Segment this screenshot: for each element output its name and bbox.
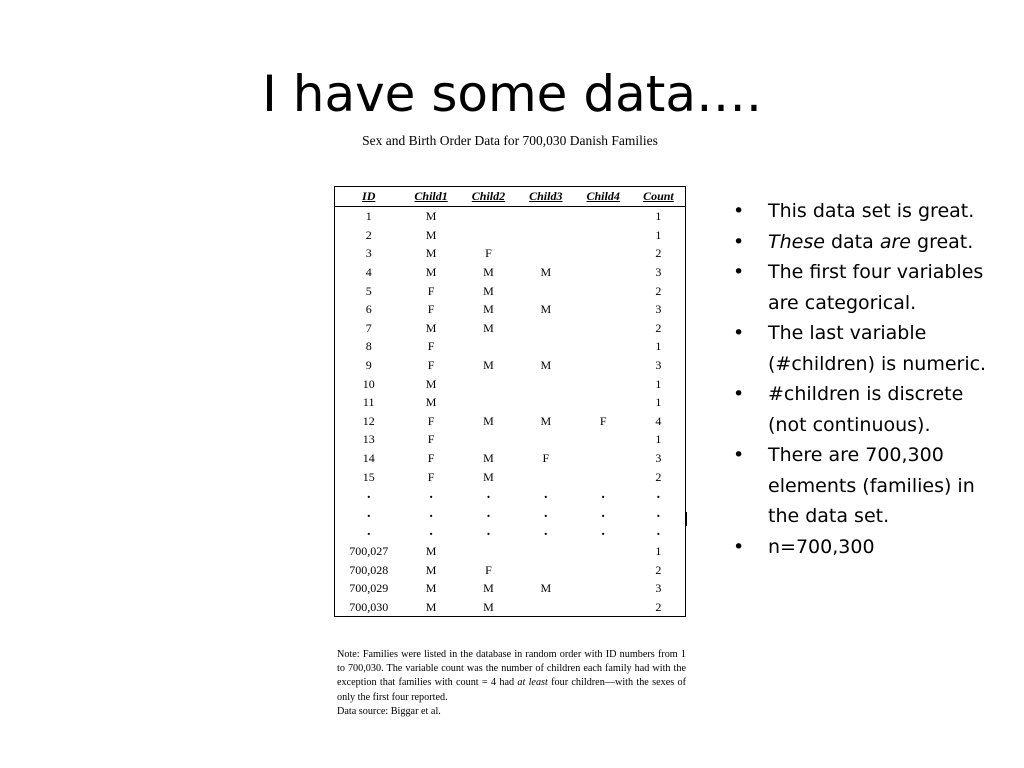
bullet-item bbox=[733, 532, 995, 563]
cell-count: 2 bbox=[655, 599, 662, 614]
note-emphasis: at least bbox=[517, 677, 548, 689]
cell-child1: . bbox=[429, 487, 433, 503]
note-source: Data source: Biggar et al. bbox=[337, 705, 441, 717]
cell-child2: M bbox=[483, 358, 494, 373]
cell-id: 13 bbox=[362, 432, 375, 447]
cell-child3: F bbox=[542, 451, 550, 466]
table-row bbox=[335, 412, 686, 431]
note-text-end: four children—with the sexes of only the first four reported. bbox=[337, 677, 686, 703]
cell-count: 1 bbox=[655, 227, 662, 242]
table-row bbox=[335, 542, 686, 561]
cell-child2 bbox=[460, 337, 517, 356]
note-text: Note: Families were listed in the database in random order with ID numbers from 1 to 700,030. The variable count was the number of children each family had with the exception that families with count = 4 had bbox=[337, 649, 686, 689]
cell-child1: M bbox=[425, 376, 437, 391]
bullet-item bbox=[733, 318, 995, 379]
cell-child2: M bbox=[483, 320, 494, 335]
cell-child3 bbox=[517, 226, 574, 245]
bullet-text: There are 700,300 elements (families) in the data set. bbox=[768, 444, 975, 527]
table-row bbox=[335, 560, 686, 579]
table-row bbox=[335, 281, 686, 300]
cell-count: 1 bbox=[655, 376, 662, 391]
cell-child1: F bbox=[427, 469, 435, 484]
cell-child3 bbox=[517, 430, 574, 449]
cell-child4 bbox=[574, 374, 631, 393]
cell-id: 3 bbox=[365, 246, 372, 261]
cell-child4 bbox=[574, 597, 631, 616]
cell-child4 bbox=[574, 467, 631, 486]
cell-child4: . bbox=[601, 487, 605, 503]
table-row bbox=[335, 300, 686, 319]
cell-count: 2 bbox=[655, 283, 662, 298]
cell-child2: M bbox=[483, 469, 494, 484]
cell-child1: . bbox=[429, 524, 433, 540]
table-row bbox=[335, 505, 686, 524]
cell-child1: M bbox=[425, 320, 437, 335]
col-header-child3 bbox=[517, 187, 574, 207]
col-header-label: Child4 bbox=[586, 189, 620, 203]
cell-count: 2 bbox=[655, 562, 662, 577]
cell-id: 8 bbox=[365, 339, 372, 354]
cell-child2: M bbox=[483, 581, 494, 596]
table-row bbox=[335, 523, 686, 542]
cell-child1: M bbox=[425, 227, 437, 242]
cell-child4 bbox=[574, 207, 631, 226]
cell-child3: M bbox=[540, 358, 552, 373]
cell-child1: F bbox=[427, 358, 435, 373]
cell-count: . bbox=[656, 505, 661, 521]
cell-id: 12 bbox=[362, 413, 375, 428]
cell-child2: F bbox=[485, 562, 492, 577]
col-header-label: Child3 bbox=[529, 189, 563, 203]
cell-child3 bbox=[517, 374, 574, 393]
bullet-text: The last variable (#children) is numeric. bbox=[768, 322, 987, 375]
col-header-label: Child2 bbox=[471, 189, 506, 203]
cell-count: . bbox=[656, 524, 661, 540]
bullet-text: n=700,300 bbox=[768, 535, 875, 558]
cell-child2: . bbox=[486, 524, 491, 540]
cell-count: 3 bbox=[655, 358, 662, 373]
cell-count: 1 bbox=[655, 209, 662, 224]
bullet-item bbox=[733, 227, 995, 258]
bullet-item bbox=[733, 257, 995, 318]
table-row bbox=[335, 467, 686, 486]
data-table bbox=[334, 186, 686, 617]
cell-child1: M bbox=[425, 562, 437, 577]
cell-child4 bbox=[574, 319, 631, 338]
cell-count: 1 bbox=[655, 432, 662, 447]
bullet-text: #children is discrete (not continuous). bbox=[768, 383, 964, 436]
cell-id: . bbox=[366, 505, 371, 521]
cell-count: 1 bbox=[655, 395, 662, 410]
bullet-dot-icon: • bbox=[733, 535, 745, 558]
cell-child1: F bbox=[427, 283, 435, 298]
cell-child1: F bbox=[427, 339, 435, 354]
col-header-label: Count bbox=[643, 189, 674, 203]
table-header-row bbox=[335, 187, 686, 207]
cell-id: 15 bbox=[362, 469, 375, 484]
col-header-count bbox=[632, 187, 686, 207]
bullet-item bbox=[733, 440, 995, 532]
bullet-dot-icon: • bbox=[733, 230, 745, 253]
cell-child4 bbox=[574, 281, 631, 300]
cell-child2: M bbox=[483, 599, 494, 614]
table-row bbox=[335, 430, 686, 449]
bullet-dot-icon: • bbox=[733, 383, 745, 405]
col-header-child4 bbox=[574, 187, 631, 207]
cell-child2: . bbox=[486, 487, 491, 503]
cell-child4 bbox=[574, 263, 631, 282]
table-row bbox=[335, 486, 686, 505]
table-caption: Sex and Birth Order Data for 700,030 Danish Families bbox=[362, 133, 658, 148]
cell-child3 bbox=[517, 244, 574, 263]
cell-child4 bbox=[574, 560, 631, 579]
cell-child3 bbox=[517, 337, 574, 356]
table-row bbox=[335, 207, 686, 226]
cell-count: 3 bbox=[655, 265, 662, 280]
cell-child3 bbox=[517, 393, 574, 412]
cell-child4 bbox=[574, 579, 631, 598]
cell-child4 bbox=[574, 393, 631, 412]
cell-child2: M bbox=[483, 302, 494, 317]
col-header-child1 bbox=[402, 187, 459, 207]
cell-child3: M bbox=[540, 302, 552, 317]
cell-child4: . bbox=[601, 524, 605, 540]
cell-count: 1 bbox=[655, 339, 662, 354]
cell-child4 bbox=[574, 244, 631, 263]
table-row bbox=[335, 319, 686, 338]
bullet-text: This data set is great. bbox=[768, 200, 975, 222]
cell-child2: . bbox=[486, 505, 491, 521]
bullet-emphasis: are bbox=[879, 230, 911, 253]
cell-count: 2 bbox=[655, 246, 662, 261]
table-row bbox=[335, 449, 686, 468]
cell-id: 9 bbox=[365, 358, 372, 373]
bullet-item bbox=[733, 379, 995, 440]
cell-child1: M bbox=[425, 581, 437, 596]
cell-child2 bbox=[460, 542, 517, 561]
cell-count: 3 bbox=[655, 451, 662, 466]
cell-child4 bbox=[574, 337, 631, 356]
cell-child1: . bbox=[429, 505, 433, 521]
cell-child2: M bbox=[483, 413, 494, 428]
cell-count: 1 bbox=[655, 543, 662, 558]
table-row bbox=[335, 244, 686, 263]
cell-child2 bbox=[460, 207, 517, 226]
cell-child2: M bbox=[483, 283, 494, 298]
bullet-list bbox=[733, 196, 995, 562]
cell-child3: M bbox=[540, 581, 552, 596]
cell-child3: M bbox=[540, 413, 552, 428]
cell-child2: M bbox=[483, 265, 494, 280]
cell-child2 bbox=[460, 226, 517, 245]
cell-child1: F bbox=[427, 413, 435, 428]
cell-child3 bbox=[517, 207, 574, 226]
cell-id: 5 bbox=[365, 283, 372, 298]
bullet-dot-icon: • bbox=[733, 261, 745, 283]
bullet-text: great. bbox=[910, 230, 974, 253]
cell-child1: F bbox=[427, 451, 435, 466]
cell-child3 bbox=[517, 542, 574, 561]
cell-child2: M bbox=[483, 451, 494, 466]
cell-child2 bbox=[460, 374, 517, 393]
col-header-label: Child1 bbox=[414, 189, 448, 203]
cell-child1: M bbox=[425, 265, 437, 280]
cell-id: 14 bbox=[362, 451, 375, 466]
cell-child4: . bbox=[601, 505, 605, 521]
cell-child3: . bbox=[544, 524, 548, 540]
cell-child4 bbox=[574, 430, 631, 449]
table-row bbox=[335, 226, 686, 245]
bullet-emphasis: These bbox=[768, 230, 825, 253]
cell-count: 2 bbox=[655, 469, 662, 484]
cell-child3: . bbox=[544, 487, 548, 503]
cell-child4 bbox=[574, 300, 631, 319]
bullet-dot-icon: • bbox=[733, 322, 745, 344]
cell-count: 3 bbox=[655, 581, 662, 596]
cell-id: 7 bbox=[365, 320, 372, 335]
cell-count: 3 bbox=[655, 302, 662, 317]
cell-child1: M bbox=[425, 209, 437, 224]
col-header-id bbox=[335, 187, 403, 207]
cell-child1: M bbox=[425, 543, 437, 558]
cell-child1: F bbox=[427, 302, 435, 317]
table-row bbox=[335, 337, 686, 356]
slide-title: I have some data…. bbox=[262, 65, 762, 123]
bullet-dot-icon: • bbox=[733, 200, 745, 222]
cell-count: . bbox=[656, 487, 661, 503]
cell-id: 2 bbox=[365, 227, 372, 242]
cell-count: 4 bbox=[655, 413, 662, 428]
cell-child3 bbox=[517, 597, 574, 616]
cell-child3 bbox=[517, 319, 574, 338]
table-row bbox=[335, 356, 686, 375]
cell-child1: M bbox=[425, 246, 437, 261]
cell-child2: F bbox=[485, 246, 492, 261]
cell-child1: M bbox=[425, 395, 437, 410]
cell-id: 700,027 bbox=[349, 543, 389, 558]
cell-id: 700,028 bbox=[349, 562, 389, 577]
cell-id: 11 bbox=[362, 395, 375, 410]
col-header-child2 bbox=[460, 187, 517, 207]
cell-child4 bbox=[574, 542, 631, 561]
stray-mark bbox=[686, 512, 687, 526]
cell-id: 700,029 bbox=[349, 581, 389, 596]
bullet-text: data bbox=[824, 230, 880, 253]
cell-child1: M bbox=[425, 599, 437, 614]
cell-child4 bbox=[574, 356, 631, 375]
bullet-dot-icon: • bbox=[733, 444, 745, 466]
cell-child3: M bbox=[540, 265, 552, 280]
cell-id: . bbox=[366, 487, 371, 503]
cell-child3 bbox=[517, 467, 574, 486]
cell-child3: . bbox=[544, 505, 548, 521]
table-body bbox=[335, 207, 686, 617]
cell-count: 2 bbox=[655, 320, 662, 335]
cell-child2 bbox=[460, 430, 517, 449]
cell-id: 700,030 bbox=[349, 599, 389, 614]
table-row bbox=[335, 579, 686, 598]
cell-id: 4 bbox=[365, 265, 372, 280]
cell-child2 bbox=[460, 393, 517, 412]
table-row bbox=[335, 393, 686, 412]
bullet-item bbox=[733, 196, 995, 227]
cell-child1: F bbox=[427, 432, 435, 447]
bullet-text: The first four variables are categorical. bbox=[768, 261, 984, 314]
cell-child3 bbox=[517, 281, 574, 300]
table-row bbox=[335, 597, 686, 616]
cell-id: 10 bbox=[362, 376, 375, 391]
cell-child3 bbox=[517, 560, 574, 579]
cell-child4: F bbox=[599, 413, 607, 428]
col-header-label: ID bbox=[362, 189, 376, 203]
table-row bbox=[335, 374, 686, 393]
table-row bbox=[335, 263, 686, 282]
cell-child4 bbox=[574, 449, 631, 468]
cell-child4 bbox=[574, 226, 631, 245]
cell-id: . bbox=[366, 524, 371, 540]
table-note bbox=[337, 648, 686, 719]
cell-id: 1 bbox=[365, 209, 372, 224]
cell-id: 6 bbox=[365, 302, 372, 317]
